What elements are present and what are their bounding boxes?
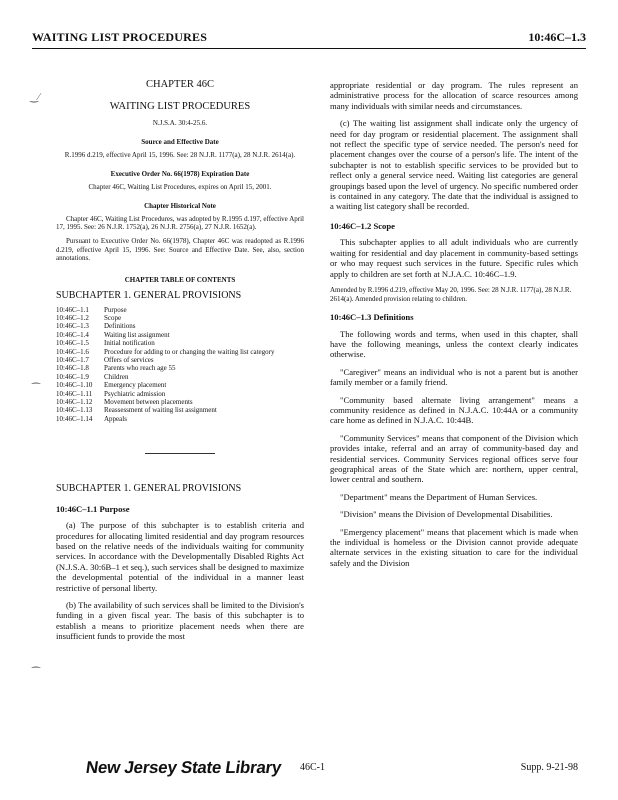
- margin-mark: ⁀: [32, 384, 41, 395]
- toc-row: [56, 415, 304, 423]
- toc-section-title: Initial notification: [104, 339, 155, 348]
- scope-text: This subchapter applies to all adult individuals who are currently waiting for residential and day placement in community-based settings or who may request such services in the future. Specific rules which apply to children are set forth at N.J.A.C. 10:46C–1.9.: [330, 237, 578, 279]
- subchapter-heading: SUBCHAPTER 1. GENERAL PROVISIONS: [56, 483, 242, 495]
- table-of-contents: [56, 306, 304, 424]
- toc-section-number: 10:46C–1.14: [56, 414, 93, 423]
- toc-section-number: 10:46C–1.11: [56, 389, 93, 398]
- executive-order-heading: Executive Order No. 66(1978) Expiration Date: [110, 170, 250, 179]
- library-stamp: New Jersey State Library: [84, 758, 283, 777]
- toc-section-number: 10:46C–1.3: [56, 322, 89, 331]
- toc-section-title: Children: [104, 372, 129, 381]
- toc-row: [56, 331, 304, 339]
- toc-section-number: 10:46C–1.7: [56, 356, 89, 365]
- margin-mark: ⁀: [32, 668, 41, 679]
- toc-section-title: Offers of services: [104, 356, 154, 365]
- toc-row: [56, 373, 304, 381]
- toc-row: [56, 322, 304, 330]
- page-footer: [0, 758, 618, 788]
- toc-subchapter: SUBCHAPTER 1. GENERAL PROVISIONS: [56, 290, 242, 302]
- definition-division: "Division" means the Division of Developmental Disabilities.: [340, 509, 553, 520]
- toc-section-number: 10:46C–1.6: [56, 347, 89, 356]
- toc-heading: CHAPTER TABLE OF CONTENTS: [124, 275, 236, 284]
- toc-section-number: 10:46C–1.4: [56, 330, 89, 339]
- section-divider: [145, 453, 215, 454]
- toc-section-title: Reassessment of waiting list assignment: [104, 406, 217, 415]
- toc-section-number: 10:46C–1.2: [56, 314, 89, 322]
- supplement-date: Supp. 9-21-98: [520, 762, 578, 773]
- right-column: [330, 80, 578, 575]
- header-section-number: 10:46C–1.3: [528, 30, 586, 44]
- toc-row: [56, 306, 304, 314]
- toc-section-number: 10:46C–1.1: [56, 305, 89, 314]
- historical-note-text: Chapter 46C, Waiting List Procedures, was adopted by R.1995 d.197, effective April 17, 1995. See: 26 N.J.R. 1752(a), 26 N.J.R. 2756(a), 27 N.J.R. 1652(a).: [56, 214, 304, 232]
- paragraph-1-1-a: (a) The purpose of this subchapter is to establish criteria and procedures for allocating limited residential and day program resources based on the relative needs of the individuals waiting for community services. In accordance with the Developmentally Disabled Rights Act (N.J.S.A. 30:6B–1 et seq.), such services shall be designed to maximize the developmental potential of the individual in a manner least restrictive of personal liberty.: [56, 520, 304, 593]
- toc-row: [56, 348, 304, 356]
- definition-caregiver: "Caregiver" means an individual who is not a parent but is another family member or a family friend.: [330, 366, 578, 388]
- chapter-authority: N.J.S.A. 30:4-25.6.: [152, 118, 208, 127]
- paragraph-1-1-c: (c) The waiting list assignment shall indicate only the urgency of need for day program or residential placement. The assignment shall not reflect the specific type of service needed. The person's need for placement changes over the course of a person's life. The intent of the subchapter is not to establish specific services to be provided but to reflect only a general service need. Waiting list categories are general groupings based upon the level of urgency. No specific numbered order is contained in any category. The date that the individual is assigned to a waiting list category shall be recorded.: [330, 118, 578, 212]
- continued-paragraph: appropriate residential or day program. The rules represent an administrative process for the allocation of scarce resources among many individuals with similar needs and circumstances.: [330, 80, 578, 111]
- header-title: WAITING LIST PROCEDURES: [32, 30, 208, 44]
- section-heading-1-1: 10:46C–1.1 Purpose: [56, 503, 130, 514]
- toc-row: [56, 356, 304, 364]
- toc-section-title: Parents who reach age 55: [104, 364, 176, 373]
- toc-section-number: 10:46C–1.9: [56, 372, 89, 381]
- toc-section-number: 10:46C–1.10: [56, 381, 93, 390]
- toc-row: [56, 381, 304, 389]
- toc-section-title: Purpose: [104, 305, 127, 314]
- page-number: 46C-1: [300, 762, 325, 773]
- definitions-intro: The following words and terms, when used in this chapter, shall have the following meanings, unless the context clearly indicates otherwise.: [330, 328, 578, 360]
- toc-section-title: Psychiatric admission: [104, 389, 166, 398]
- toc-section-title: Procedure for adding to or changing the waiting list category: [104, 347, 275, 356]
- source-heading: Source and Effective Date: [141, 138, 219, 147]
- definition-department: "Department" means the Department of Human Services.: [340, 491, 538, 502]
- toc-row: [56, 398, 304, 406]
- source-text: R.1996 d.219, effective April 15, 1996. See: 28 N.J.R. 1177(a), 28 N.J.R. 2614(a).: [64, 150, 296, 159]
- margin-mark: ‿⁄: [30, 92, 40, 103]
- toc-row: [56, 390, 304, 398]
- toc-section-title: Movement between placements: [104, 398, 193, 407]
- scope-amendment-note: Amended by R.1996 d.219, effective May 20, 1996. See: 28 N.J.R. 1177(a), 28 N.J.R. 2614(a). Amended provision relating to children.: [330, 285, 572, 303]
- toc-row: [56, 364, 304, 372]
- toc-section-title: Definitions: [104, 322, 136, 331]
- section-heading-1-3: 10:46C–1.3 Definitions: [330, 312, 414, 323]
- section-heading-1-2: 10:46C–1.2 Scope: [330, 220, 395, 231]
- toc-section-title: Appeals: [104, 414, 127, 423]
- definition-community-alternate-living: "Community based alternate living arrangement" means a community residence as defined in N.J.A.C. 10:44A or a community care home as defined in N.J.A.C. 10:44B.: [330, 394, 578, 426]
- executive-order-text: Chapter 46C, Waiting List Procedures, expires on April 15, 2001.: [88, 182, 272, 191]
- toc-section-number: 10:46C–1.5: [56, 339, 89, 348]
- toc-section-number: 10:46C–1.8: [56, 364, 89, 373]
- toc-row: [56, 406, 304, 414]
- toc-section-title: Scope: [104, 314, 122, 322]
- historical-note-text-2: Pursuant to Executive Order No. 66(1978), Chapter 46C was readopted as R.1996 d.219, effective April 15, 1996. See: Source and Effective Date. See, also, section annotations.: [56, 237, 304, 263]
- toc-row: [56, 339, 304, 347]
- toc-section-title: Emergency placement: [104, 381, 167, 390]
- definition-emergency-placement: "Emergency placement" means that placement which is made when the individual is homeless or the Division cannot provide adequate alternate services in the existing situation to care for the individual safely and the Division: [330, 526, 578, 568]
- toc-row: [56, 314, 304, 322]
- toc-section-number: 10:46C–1.12: [56, 398, 93, 407]
- historical-note-heading: Chapter Historical Note: [144, 202, 216, 211]
- toc-section-number: 10:46C–1.13: [56, 406, 93, 415]
- running-header: [32, 26, 586, 49]
- chapter-number: CHAPTER 46C: [146, 79, 214, 90]
- toc-section-title: Waiting list assignment: [104, 330, 170, 339]
- definition-community-services: "Community Services" means that component of the Division which provides intake, referral and an array of community-based day and residential services. Community Services regional offices serve four geographical areas of the State which are: northern, upper central, lower central and southern.: [330, 432, 578, 485]
- paragraph-1-1-b: (b) The availability of such services shall be limited to the Division's funding in a given fiscal year. The basis of this subchapter is to establish a means to prioritize placement needs when there are insufficient funds to provide the most: [56, 599, 304, 642]
- left-column: [56, 80, 304, 649]
- chapter-title: WAITING LIST PROCEDURES: [109, 101, 251, 113]
